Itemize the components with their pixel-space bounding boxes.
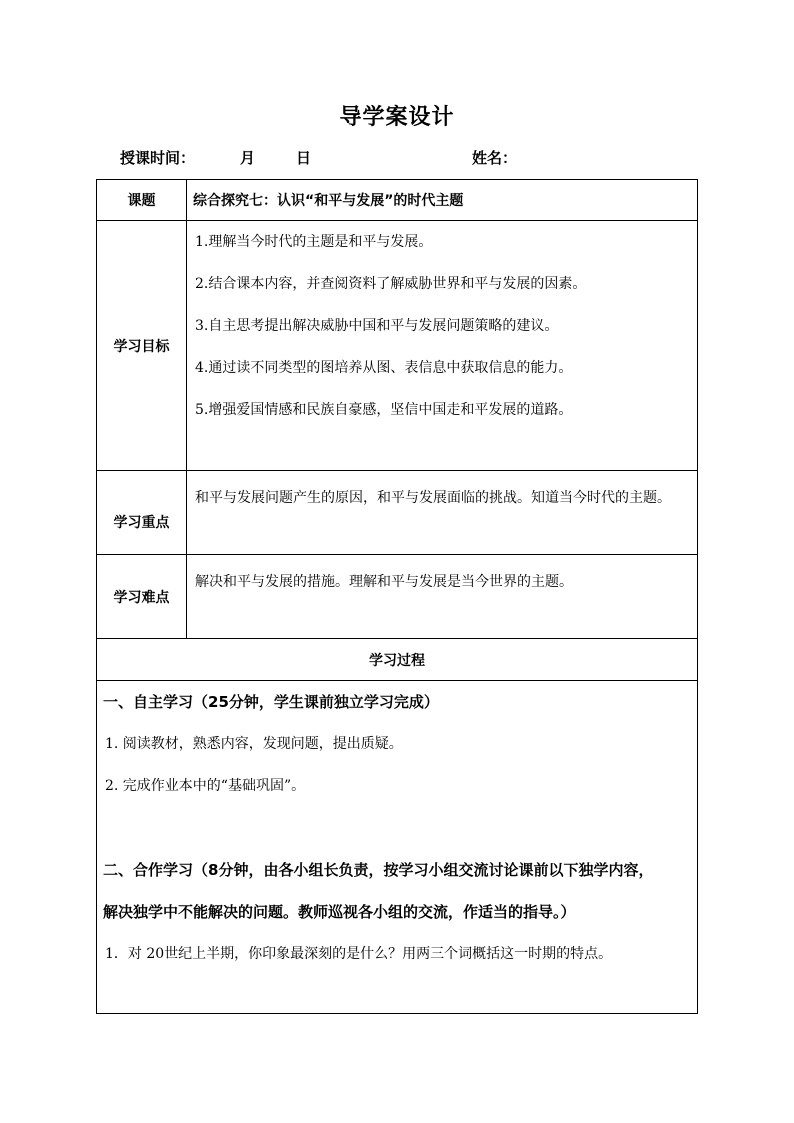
key-points-label: 学习重点 [97, 471, 187, 555]
teaching-time-label: 授课时间： [120, 149, 196, 167]
name-label: 姓名： [472, 149, 518, 167]
section1-title: 一、自主学习（25分钟，学生课前独立学习完成） [103, 693, 439, 711]
goals-list [187, 221, 698, 471]
spacer [103, 807, 691, 849]
goals-label: 学习目标 [97, 221, 187, 471]
topic-label: 课题 [97, 180, 187, 221]
goal-item: 2.结合课本内容，并查阅资料了解威胁世界和平与发展的因素。 [195, 276, 587, 292]
lesson-plan-table [96, 179, 698, 1014]
document-title: 导学案设计 [339, 104, 455, 130]
process-header: 学习过程 [97, 639, 698, 681]
goal-item: 5.增强爱国情感和民族自豪感，坚信中国走和平发展的道路。 [195, 402, 573, 418]
goals-row [97, 221, 698, 471]
process-header-row [97, 639, 698, 681]
key-points-value: 和平与发展问题产生的原因，和平与发展面临的挑战。知道当今时代的主题。 [187, 471, 698, 555]
key-points-row [97, 471, 698, 555]
topic-row [97, 180, 698, 221]
section2-title-line1: 二、合作学习（8分钟，由各小组长负责，按学习小组交流讨论课前以下独学内容， [103, 861, 654, 879]
goal-item: 4.通过读不同类型的图培养从图、表信息中获取信息的能力。 [195, 360, 573, 376]
process-row [97, 681, 698, 1014]
section1-item: 1. 阅读教材，熟悉内容，发现问题，提出质疑。 [105, 736, 403, 752]
section2-title-line2: 解决独学中不能解决的问题。教师巡视各小组的交流，作适当的指导。） [103, 903, 576, 921]
difficulty-label: 学习难点 [97, 555, 187, 639]
goal-item: 1.理解当今时代的主题是和平与发展。 [195, 234, 433, 250]
topic-value: 综合探究七：认识“和平与发展”的时代主题 [187, 180, 698, 221]
section2-item: 1．对 20世纪上半期，你印象最深刻的是什么？用两三个词概括这一时期的特点。 [105, 946, 613, 962]
process-content [97, 681, 698, 1014]
difficulty-row [97, 555, 698, 639]
month-label: 月 [240, 149, 256, 167]
section1-item: 2. 完成作业本中的“基础巩固”。 [105, 778, 306, 794]
difficulty-value: 解决和平与发展的措施。理解和平与发展是当今世界的主题。 [187, 555, 698, 639]
day-label: 日 [296, 149, 312, 167]
goal-item: 3.自主思考提出解决威胁中国和平与发展问题策略的建议。 [195, 318, 559, 334]
